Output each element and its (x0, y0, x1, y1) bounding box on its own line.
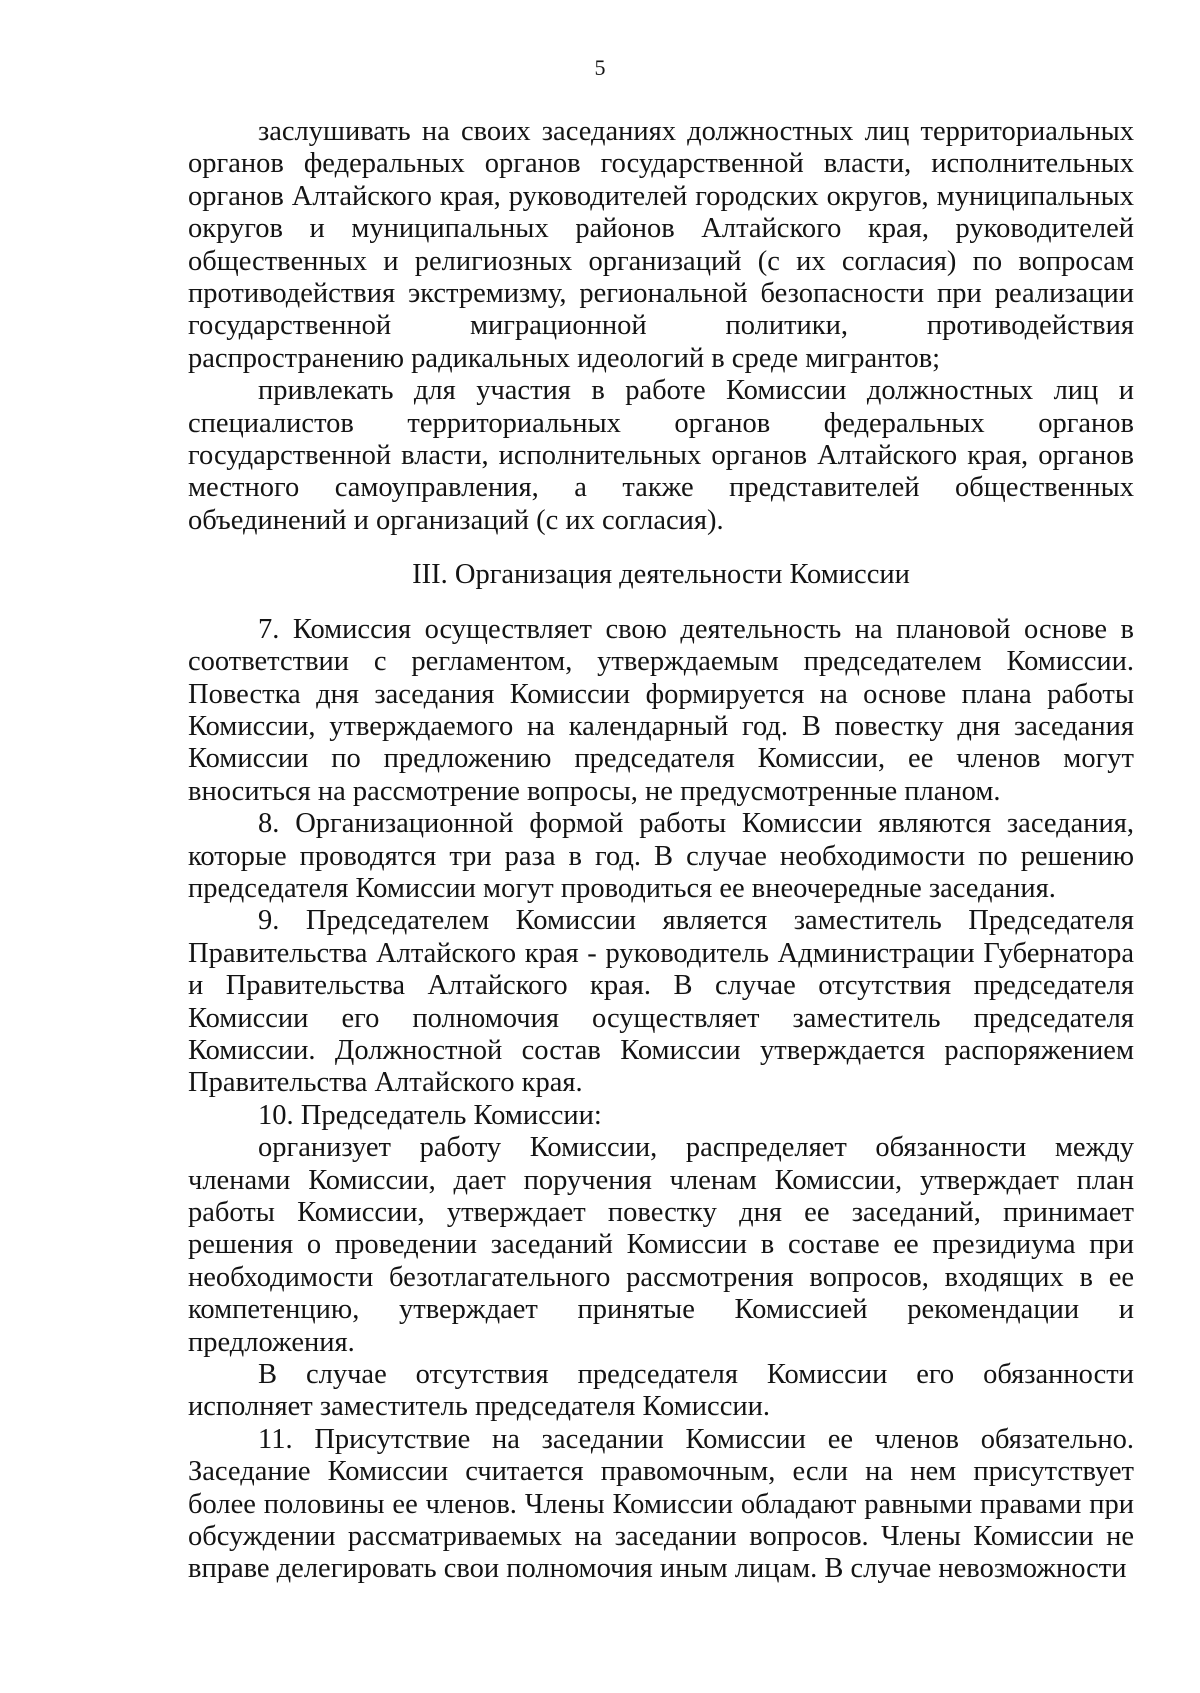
paragraph-involve-specialists: привлекать для участия в работе Комиссии должностных лиц и специалистов территориальных органов федеральных органов государственной власти, исполнительных органов Алтайского края, органов местного самоуправления, а также представителей общественных объединений и организаций (с их согласия). (188, 375, 1134, 536)
paragraph-item-11: 11. Присутствие на заседании Комиссии ее членов обязательно. Заседание Комиссии считается правомочным, если на нем присутствует более половины ее членов. Члены Комиссии обладают равными правами при обсуждении рассматриваемых на заседании вопросов. Члены Комиссии не вправе делегировать свои полномочия иным лицам. В случае невозможности (188, 1423, 1134, 1585)
paragraph-chairman-duties: организует работу Комиссии, распределяет обязанности между членами Комиссии, дает поручения членам Комиссии, утверждает план работы Комиссии, утверждает повестку дня ее заседаний, принимает решения о проведении заседаний Комиссии в составе ее президиума при необходимости безотлагательного рассмотрения вопросов, входящих в ее компетенцию, утверждает принятые Комиссией рекомендации и предложения. (188, 1132, 1134, 1358)
section-heading-organization: III. Организация деятельности Комиссии (412, 559, 910, 591)
paragraph-hear-officials: заслушивать на своих заседаниях должностных лиц территориальных органов федеральных органов государственной власти, исполнительных органов Алтайского края, руководителей городских округов, муниципальных округов и муниципальных районов Алтайского края, руководителей общественных и религиозных организаций (с их согласия) по вопросам противодействия экстремизму, региональной безопасности при реализации государственной миграционной политики, противодействия распространению радикальных идеологий в среде мигрантов; (188, 116, 1134, 374)
document-body (188, 116, 1134, 1586)
paragraph-chairman-absence: В случае отсутствия председателя Комиссии его обязанности исполняет заместитель председателя Комиссии. (188, 1359, 1134, 1423)
paragraph-item-10: 10. Председатель Комиссии: (258, 1099, 602, 1131)
page-number: 5 (594, 55, 606, 80)
paragraph-item-9: 9. Председателем Комиссии является заместитель Председателя Правительства Алтайского края - руководитель Администрации Губернатора и Правительства Алтайского края. В случае отсутствия председателя Комиссии его полномочия осуществляет заместитель председателя Комиссии. Должностной состав Комиссии утверждается распоряжением Правительства Алтайского края. (188, 905, 1134, 1099)
paragraph-item-7: 7. Комиссия осуществляет свою деятельность на плановой основе в соответствии с регламентом, утверждаемым председателем Комиссии. Повестка дня заседания Комиссии формируется на основе плана работы Комиссии, утверждаемого на календарный год. В повестку дня заседания Комиссии по предложению председателя Комиссии, ее членов могут вноситься на рассмотрение вопросы, не предусмотренные планом. (188, 613, 1134, 807)
paragraph-item-8: 8. Организационной формой работы Комиссии являются заседания, которые проводятся три раза в год. В случае необходимости по решению председателя Комиссии могут проводиться ее внеочередные заседания. (188, 808, 1134, 904)
